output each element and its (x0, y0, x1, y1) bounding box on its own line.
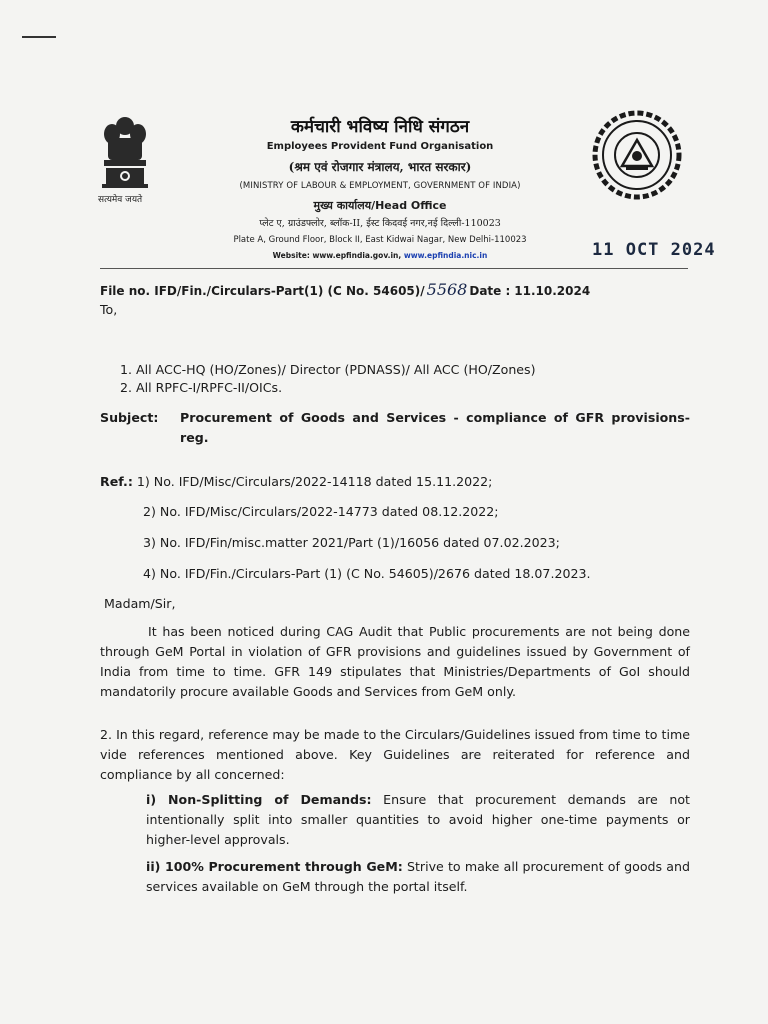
guideline-1-text: Ensure that procurement demands are not intentionally split into smaller quantities to avoid higher one-time payments or higher-level approvals. (146, 792, 690, 847)
margin-mark (22, 36, 56, 38)
paragraph-2: 2. In this regard, reference may be made to the Circulars/Guidelines issued from time to time vide references mentioned above. Key Guidelines are reiterated for reference and compliance by all concerned: (100, 727, 690, 782)
to-line: To, (100, 302, 118, 317)
ministry-name: (MINISTRY OF LABOUR & EMPLOYMENT, GOVERNMENT OF INDIA) (239, 181, 521, 191)
guideline-2 (146, 857, 690, 897)
reference-4: 4) No. IFD/Fin./Circulars-Part (1) (C No. 54605)/2676 dated 18.07.2023. (143, 566, 591, 581)
website-link[interactable]: www.epfindia.nic.in (403, 251, 488, 260)
head-office-label: मुख्य कार्यालय/Head Office (313, 199, 447, 212)
reference-1 (100, 472, 690, 492)
guideline-1 (146, 790, 690, 850)
org-hindi-title: कर्मचारी भविष्य निधि संगठन (290, 117, 470, 137)
website-label: Website: www.epfindia.gov.in, (272, 251, 404, 260)
subject-label: Subject: (100, 410, 159, 425)
file-date: 11.10.2024 (514, 284, 591, 298)
guideline-2-text: Strive to make all procurement of goods and services available on GeM through the portal itself. (146, 859, 690, 894)
guideline-1-title: i) Non-Splitting of Demands: (146, 792, 372, 807)
date-label: Date : (469, 284, 511, 298)
addressee-1: 1. All ACC-HQ (HO/Zones)/ Director (PDNASS)/ All ACC (HO/Zones) (120, 362, 536, 377)
received-date-stamp: 11 OCT 2024 (592, 240, 716, 260)
file-number: File no. IFD/Fin./Circulars-Part(1) (C No. 54605)/ (100, 284, 425, 298)
handwritten-number: 5568 (426, 280, 468, 299)
reference-3: 3) No. IFD/Fin/misc.matter 2021/Part (1)/16056 dated 07.02.2023; (143, 535, 560, 550)
website-line (200, 251, 560, 260)
subject-text: Procurement of Goods and Services - compliance of GFR provisions-reg. (180, 410, 690, 445)
guideline-2-title: ii) 100% Procurement through GeM: (146, 859, 403, 874)
file-reference-line (100, 280, 590, 299)
salutation: Madam/Sir, (104, 596, 176, 611)
reference-item: 1) No. IFD/Misc/Circulars/2022-14118 dated 15.11.2022; (136, 474, 493, 489)
org-name: Employees Provident Fund Organisation (266, 141, 494, 152)
paragraph-1: It has been noticed during CAG Audit that Public procurements are not being done through GeM Portal in violation of GFR provisions and guidelines issued by Government of India from time to time. GFR 149 stipulates that Ministries/Departments of GoI should mandatorily procure available Goods and Services from GeM only. (100, 624, 690, 699)
letterhead-divider (100, 268, 688, 269)
address: Plate A, Ground Floor, Block II, East Kidwai Nagar, New Delhi-110023 (233, 235, 527, 245)
reference-label: Ref.: (100, 474, 133, 489)
address-hindi: प्लेट ए, ग्राउंडफ्लोर, ब्लॉक-II, ईस्ट किदवई नगर,नई दिल्ली-110023 (259, 218, 501, 229)
emblem-motto: सत्यमेव जयते (98, 195, 143, 205)
subject-line (100, 408, 690, 448)
reference-2: 2) No. IFD/Misc/Circulars/2022-14773 dated 08.12.2022; (143, 504, 499, 519)
epfo-seal-icon (592, 110, 682, 200)
ministry-hindi: (श्रम एवं रोजगार मंत्रालय, भारत सरकार) (288, 160, 472, 174)
addressee-2: 2. All RPFC-I/RPFC-II/OICs. (120, 380, 283, 395)
